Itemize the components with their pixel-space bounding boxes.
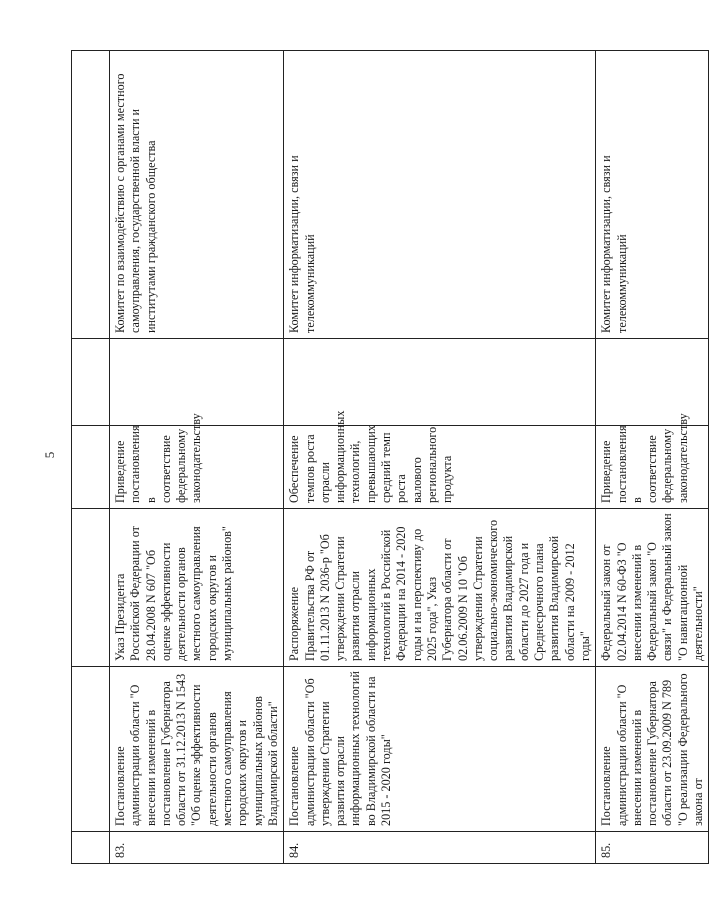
rotated-table-area (71, 50, 705, 864)
cell-number: 85. (596, 832, 709, 864)
cell-regulation: Постановление администрации области "Об утверждении Стратегии развития отрасли информационных технологий во Владимирской области на 2015 - 2020 годы" (284, 667, 596, 832)
cell-purpose: Обеспечение темпов роста отрасли информационных технологий, превышающих средний темп роста валового регионального продукта (284, 426, 596, 509)
cell-regulation (72, 667, 110, 832)
cell-responsible: Комитет информатизации, связи и телекоммуникаций (596, 51, 709, 339)
cell-basis: Распоряжение Правительства РФ от 01.11.2013 N 2036-р "Об утверждении Стратегии развития отрасли информационных технологий в Российской Федерации на 2014 - 2020 годы и на перспективу до 2025 года", Указ Губернатора области от 02.06.2009 N 10 "Об утверждении Стратегии социально-экономического развития Владимирской области до 2027 года и Среднесрочного плана развития Владимирской области на 2009 - 2012 годы" (284, 509, 596, 667)
cell-responsible: Комитет по взаимодействию с органами местного самоуправления, государственной власти и институтами гражданского общества (110, 51, 284, 339)
cell-indicator (596, 339, 709, 426)
table-row (284, 51, 596, 864)
cell-basis: Указ Президента Российской Федерации от 28.04.2008 N 607 "Об оценке эффективности деятельности органов местного самоуправления городских округов и муниципальных районов" (110, 509, 284, 667)
table-row (72, 51, 110, 864)
cell-purpose (72, 426, 110, 509)
cell-responsible: Комитет информатизации, связи и телекоммуникаций (284, 51, 596, 339)
cell-number: 83. (110, 832, 284, 864)
cell-regulation: Постановление администрации области "О внесении изменений в постановление Губернатора области от 23.09.2009 N 789 "О реализации Федерального закона от (596, 667, 709, 832)
cell-indicator (284, 339, 596, 426)
cell-basis: Федеральный закон от 02.04.2014 N 60-ФЗ "О внесении изменений в Федеральный закон "О связи" и Федеральный закон "О навигационной деятельности" (596, 509, 709, 667)
regulations-table (71, 50, 709, 864)
cell-number: 84. (284, 832, 596, 864)
page-number: 5 (42, 451, 57, 459)
table-row (596, 51, 709, 864)
table-row (110, 51, 284, 864)
cell-responsible (72, 51, 110, 339)
cell-purpose: Приведение постановления в соответствие федеральному законодательству (596, 426, 709, 509)
cell-purpose: Приведение постановления в соответствие федеральному законодательству (110, 426, 284, 509)
cell-basis (72, 509, 110, 667)
cell-indicator (72, 339, 110, 426)
cell-number (72, 832, 110, 864)
cell-regulation: Постановление администрации области "О внесении изменений в постановление Губернатора области от 31.12.2013 N 1543 "Об оценке эффективности деятельности органов местного самоуправления городских округов и муниципальных районов Владимирской области" (110, 667, 284, 832)
